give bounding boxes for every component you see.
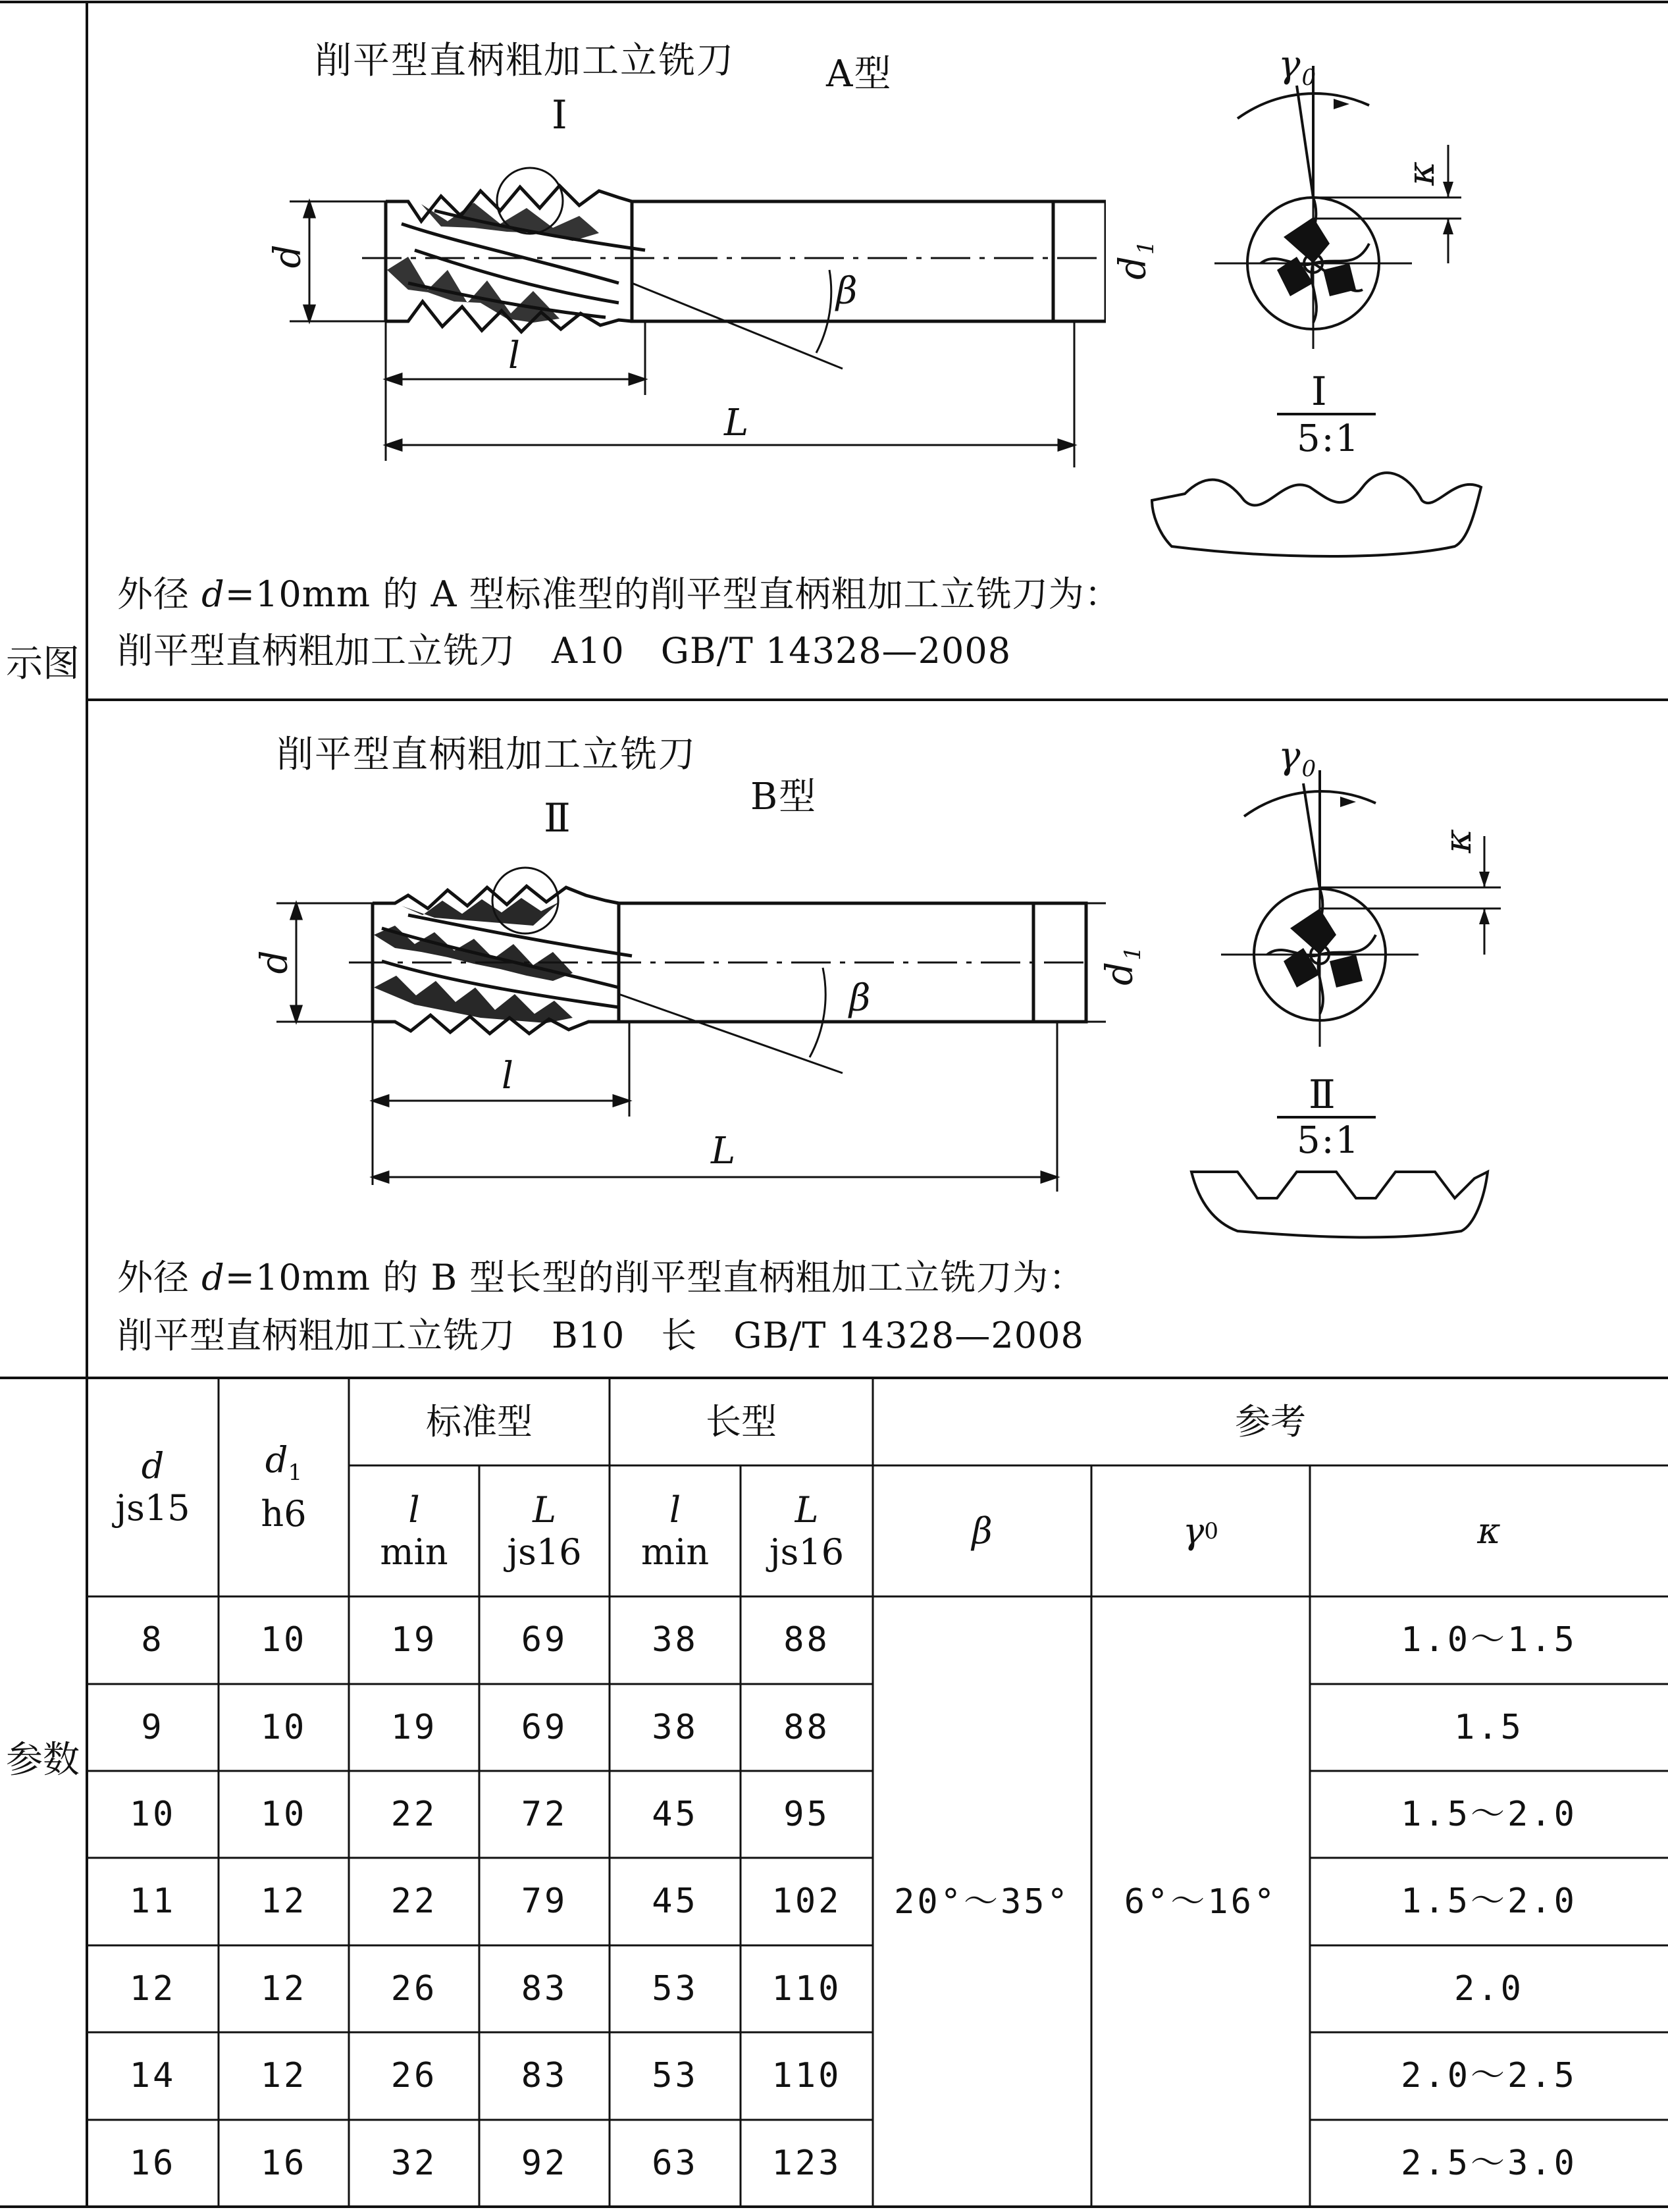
table-cell-L-std: 69 [521,1620,568,1660]
figB-type: B型 [750,776,818,818]
side-label-params: 参数 [6,1739,80,1781]
table-cell-L-std: 83 [521,1968,568,2009]
figA-end-circle [1198,46,1474,349]
figA-title: 削平型直柄粗加工立铣刀 [315,40,735,82]
table-cell-L-std: 69 [521,1707,568,1747]
table-cell-kappa: 2.0～2.5 [1401,2056,1577,2096]
figB-dim-kappa: κ [1436,828,1480,853]
figA-note-line1: 外径 d=10mm 的 A 型标准型的削平型直柄粗加工立铣刀为： [117,573,1121,615]
table-cell-L-std: 72 [521,1794,568,1834]
table-cell-l-long: 53 [652,2056,698,2096]
table-cell-L-long: 88 [783,1707,830,1747]
table-cell-kappa: 1.5～2.0 [1401,1794,1577,1834]
figB-detail-roman-label: Ⅱ [1309,1072,1337,1118]
header-long: 长型 [706,1400,777,1442]
header-long-L: L js16 [769,1488,845,1573]
gamma-value: 6°～16° [1124,1882,1278,1922]
beta-value: 20°～35° [894,1882,1070,1922]
table-cell-kappa: 1.5 [1454,1707,1524,1747]
table-cell-d: 8 [141,1620,165,1660]
header-std-L: L js16 [507,1488,582,1573]
table-cell-l-std: 19 [390,1620,438,1660]
figA-dim-beta: β [836,270,859,313]
table-cell-l-long: 45 [652,1882,698,1922]
table-cell-l-long: 38 [652,1707,698,1747]
figB-dim-L: L [711,1130,737,1172]
header-reference: 参考 [1235,1400,1306,1442]
header-d: d js15 [115,1445,190,1529]
figB-dim-gamma: $\gamma_0$ [1278,735,1318,783]
header-standard: 标准型 [426,1400,533,1442]
table-cell-l-long: 45 [652,1794,698,1834]
figA-detail-scale: 5:1 [1297,417,1361,460]
table-cell-d1: 16 [260,2143,307,2183]
table-cell-d: 12 [129,1968,176,2009]
header-gamma: γ 0 [1183,1510,1218,1552]
figB-dim-d1: $d_1$ [1098,945,1146,986]
header-std-l: l min [380,1488,448,1573]
table-cell-L-std: 79 [521,1882,568,1922]
figA-dim-L: L [724,402,750,444]
figB-detail-scale: 5:1 [1297,1119,1361,1162]
header-beta: β [972,1510,993,1552]
table-cell-kappa: 1.5～2.0 [1401,1882,1577,1922]
figA-detail-roman: Ⅰ [552,92,569,138]
side-label-figure: 示图 [6,643,80,685]
figB-note-line1: 外径 d=10mm 的 B 型长型的削平型直柄粗加工立铣刀为： [117,1257,1085,1298]
table-cell-L-long: 110 [771,1968,842,2009]
figB-dim-d: d [253,949,296,974]
table-cell-L-long: 95 [783,1794,830,1834]
table-cell-l-std: 22 [390,1794,438,1834]
header-kappa: κ [1477,1510,1501,1552]
figA-dim-d1: $d_1$ [1111,239,1159,280]
table-cell-d1: 12 [260,1968,307,2009]
table-cell-l-std: 19 [390,1707,438,1747]
table-cell-d1: 10 [260,1620,307,1660]
figA-note-line2: 削平型直柄粗加工立铣刀 A10 GB/T 14328—2008 [117,630,1012,672]
table-cell-l-long: 53 [652,1968,698,2009]
table-cell-d: 9 [141,1707,165,1747]
table-cell-l-long: 63 [652,2143,698,2183]
table-cell-L-long: 88 [783,1620,830,1660]
table-cell-l-long: 38 [652,1620,698,1660]
figB-note-line2: 削平型直柄粗加工立铣刀 B10 长 GB/T 14328—2008 [117,1315,1084,1356]
table-cell-d1: 12 [260,2056,307,2096]
table-cell-d: 11 [129,1882,176,1922]
table-cell-l-std: 26 [390,1968,438,2009]
table-cell-d: 14 [129,2056,176,2096]
table-cell-d1: 10 [260,1707,307,1747]
figB-detail-roman: Ⅱ [544,795,572,841]
figA-detail-profile [1145,461,1488,566]
figB-detail-profile [1185,1159,1494,1244]
table-cell-L-long: 102 [771,1882,842,1922]
table-cell-kappa: 2.0 [1454,1968,1524,2009]
figA-detail-fraction-bar [1277,412,1376,416]
figB-end-view [1205,757,1507,1060]
table-cell-l-std: 32 [390,2143,438,2183]
table-cell-d: 16 [129,2143,176,2183]
table-cell-l-std: 22 [390,1882,438,1922]
table-cell-L-long: 123 [771,2143,842,2183]
table-cell-l-std: 26 [390,2056,438,2096]
figA-dim-gamma: $\gamma_0$ [1278,43,1318,92]
table-cell-d: 10 [129,1794,176,1834]
header-d1: $d_1$ h6 [261,1438,307,1535]
table-cell-L-std: 83 [521,2056,568,2096]
table-cell-kappa: 2.5～3.0 [1401,2143,1577,2183]
table-cell-d1: 10 [260,1794,307,1834]
figB-dim-l: l [502,1055,515,1097]
figB-title: 削平型直柄粗加工立铣刀 [276,733,696,776]
table-cell-L-long: 110 [771,2056,842,2096]
figA-dim-l: l [508,334,521,377]
figA-dim-kappa: κ [1399,160,1443,186]
table-cell-d1: 12 [260,1882,307,1922]
table-cell-kappa: 1.0～1.5 [1401,1620,1577,1660]
header-long-l: l min [640,1488,710,1573]
figB-side-view [250,803,1106,1198]
figA-detail-roman-label: Ⅰ [1311,369,1328,415]
figA-type: A型 [826,53,893,95]
figB-dim-beta: β [849,977,872,1020]
figA-dim-d: d [266,243,309,269]
figA-side-view [250,92,1106,474]
table-cell-L-std: 92 [521,2143,568,2183]
